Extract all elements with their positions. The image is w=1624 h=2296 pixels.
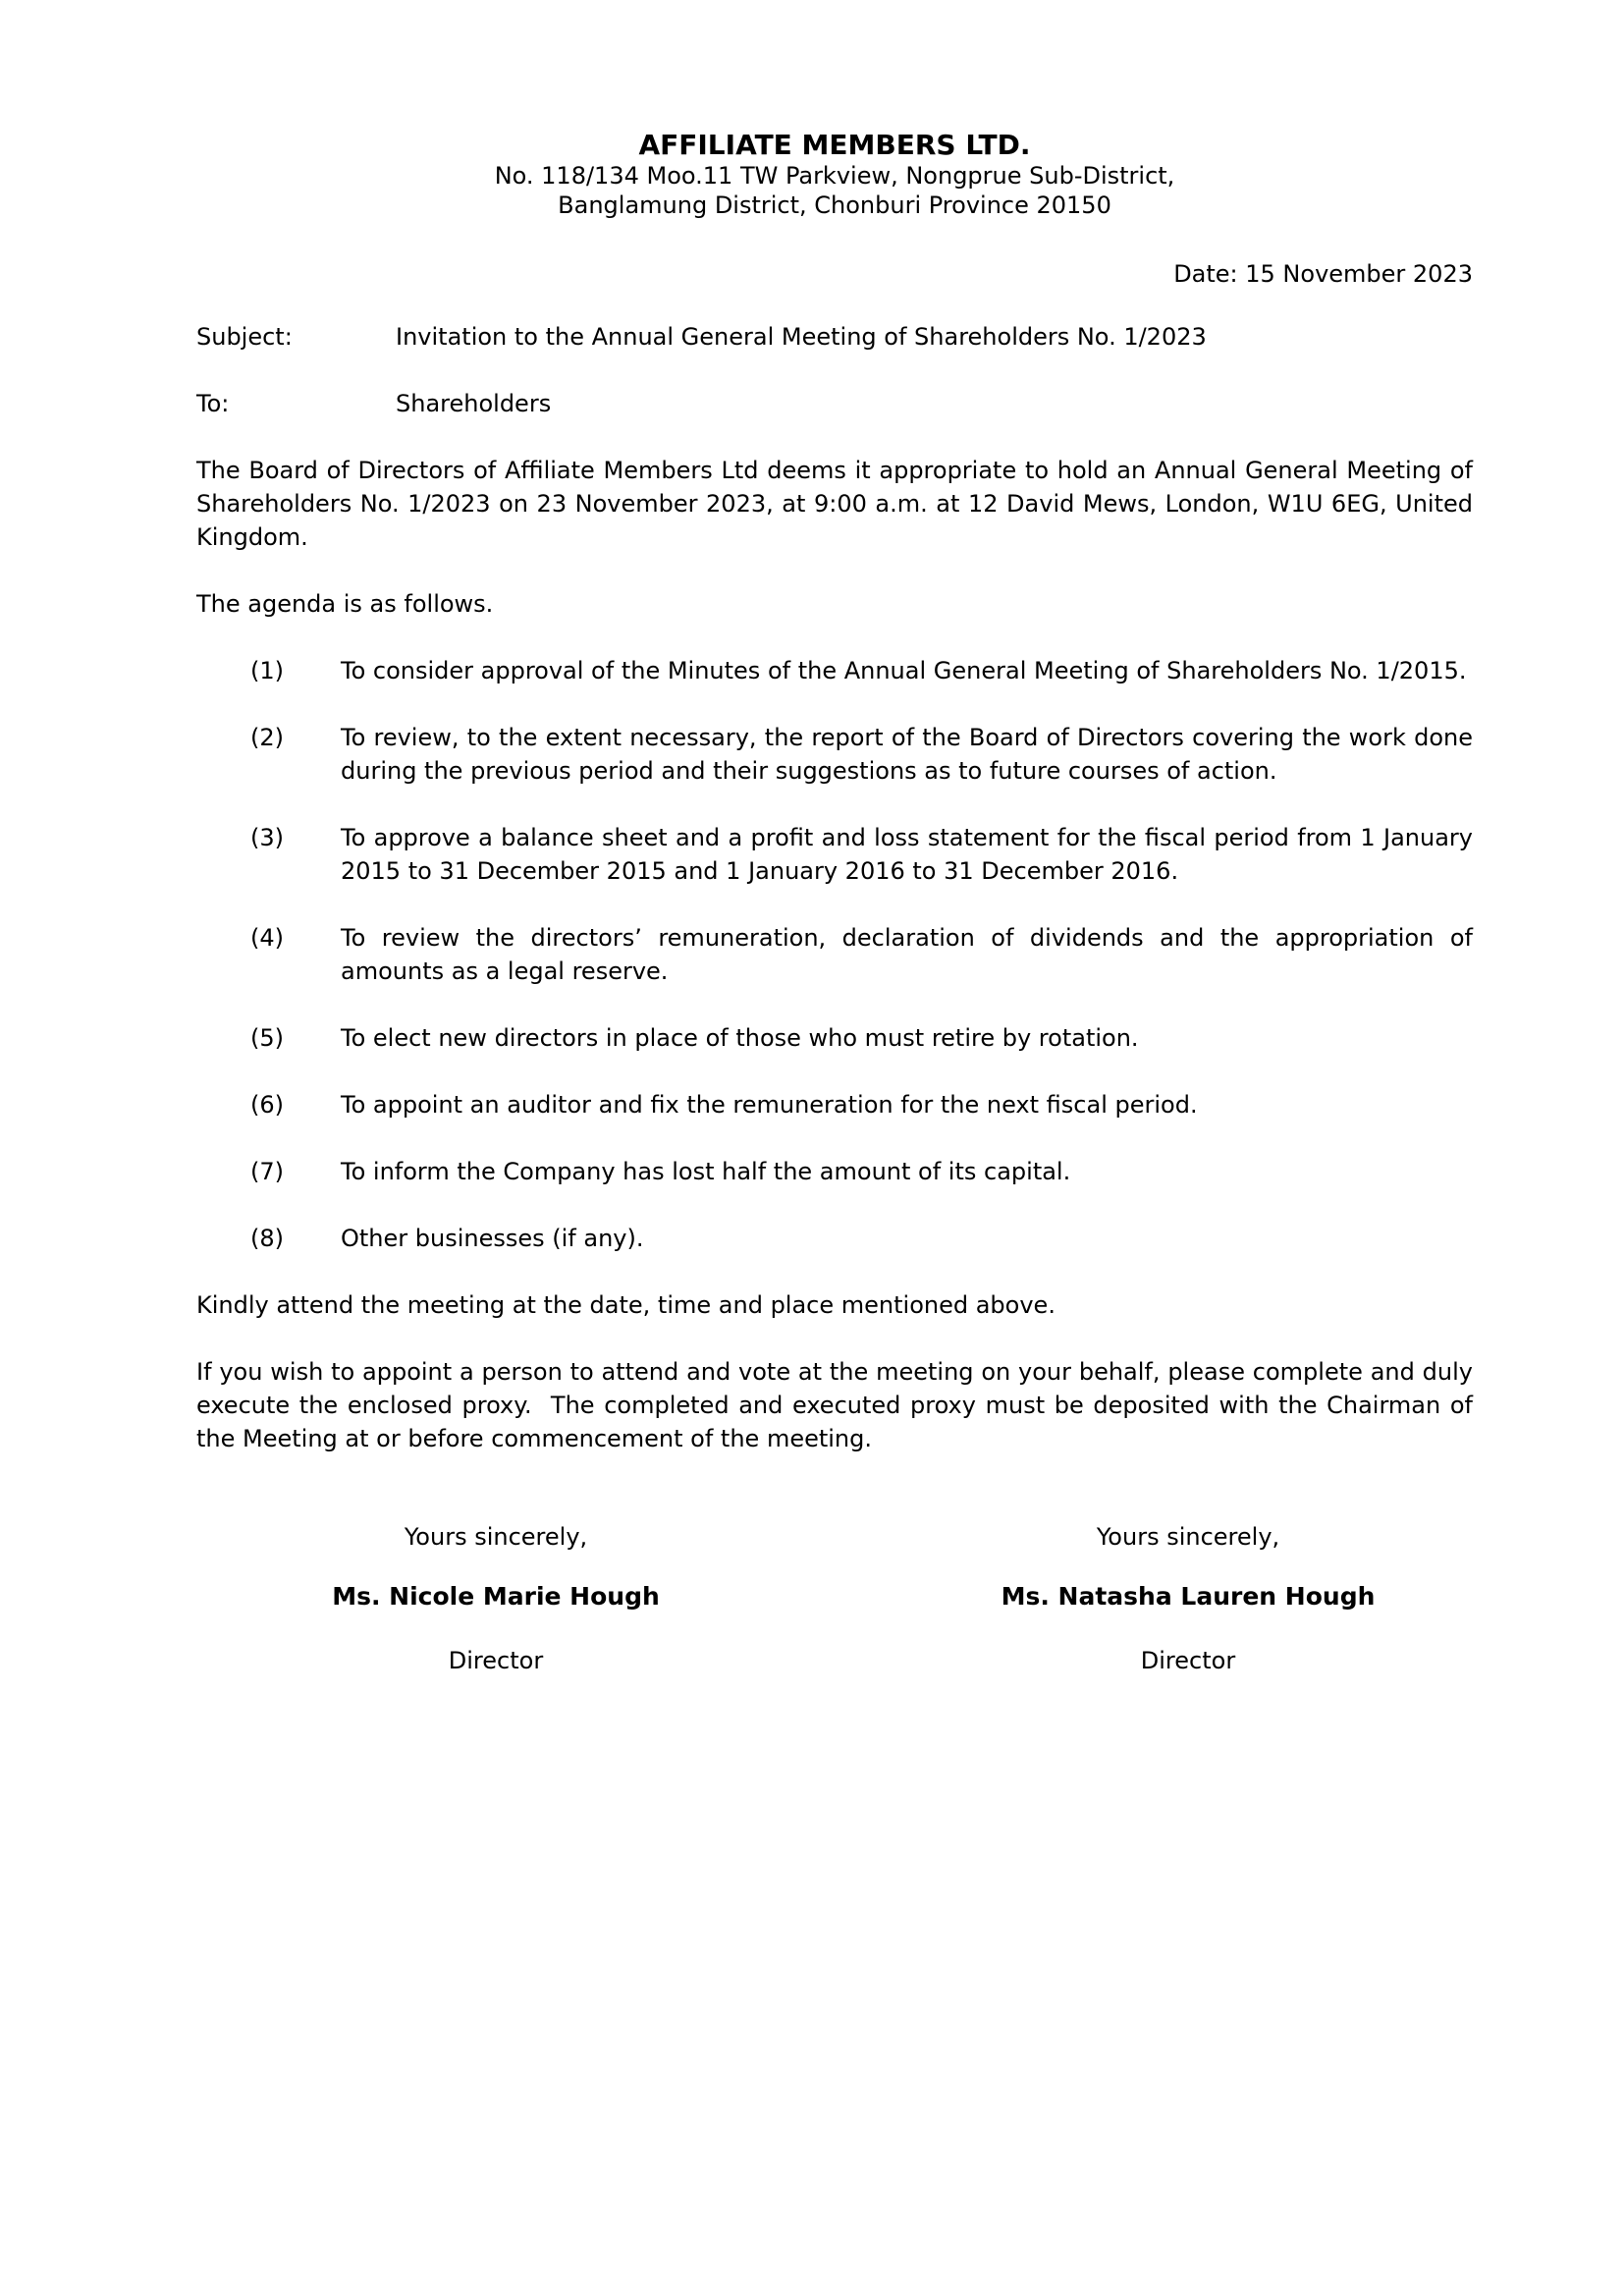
- subject-value: Invitation to the Annual General Meeting of Shareholders No. 1/2023: [396, 323, 1207, 351]
- agenda-item-number: (8): [250, 1225, 284, 1252]
- company-address-line-2: Banglamung District, Chonburi Province 20150: [558, 191, 1111, 219]
- agenda-item-number: (4): [250, 924, 284, 952]
- closing-paragraph-1: Kindly attend the meeting at the date, time and place mentioned above.: [196, 1291, 1056, 1319]
- signatory-title: Director: [448, 1647, 544, 1674]
- agenda-item-text: To consider approval of the Minutes of the Annual General Meeting of Shareholders No. 1/2015.: [341, 657, 1467, 684]
- agenda-list: [196, 654, 1473, 1255]
- to-row: [196, 387, 1473, 420]
- agenda-item: [196, 821, 1473, 888]
- agenda-item-number: (1): [250, 657, 284, 684]
- agenda-item-text: To approve a balance sheet and a profit and loss statement for the fiscal period from 1 January 2015 to 31 December 2015 and 1 January 2016 to 31 December 2016.: [341, 824, 1473, 885]
- signature-salutation: Yours sincerely,: [404, 1523, 588, 1551]
- agenda-item-text: To elect new directors in place of those who must retire by rotation.: [341, 1024, 1139, 1052]
- agenda-item-number: (7): [250, 1158, 284, 1185]
- signature-block-right: [903, 1520, 1473, 1677]
- subject-row: [196, 320, 1473, 354]
- agenda-intro: The agenda is as follows.: [196, 590, 494, 618]
- agenda-item-text: To review the directors’ remuneration, declaration of dividends and the appropriation of amounts as a legal reserve.: [341, 924, 1473, 985]
- company-address-line-1: No. 118/134 Moo.11 TW Parkview, Nongprue Sub-District,: [494, 162, 1175, 190]
- signatory-title: Director: [1140, 1647, 1236, 1674]
- company-name: AFFILIATE MEMBERS LTD.: [638, 129, 1031, 161]
- agenda-item-text: To appoint an auditor and fix the remuneration for the next fiscal period.: [341, 1091, 1198, 1119]
- agenda-item: [196, 1021, 1473, 1055]
- to-value: Shareholders: [396, 390, 552, 417]
- signature-salutation: Yours sincerely,: [1096, 1523, 1280, 1551]
- agenda-item-text: To inform the Company has lost half the amount of its capital.: [341, 1158, 1071, 1185]
- closing-paragraph-2: If you wish to appoint a person to attend and vote at the meeting on your behalf, please complete and duly execute the enclosed proxy. The completed and executed proxy must be deposited with the Chairman of the Meeting at or before commencement of the meeting.: [196, 1358, 1473, 1452]
- agenda-item: [196, 1155, 1473, 1188]
- agenda-item-number: (6): [250, 1091, 284, 1119]
- agenda-item-number: (3): [250, 824, 284, 851]
- agenda-item-number: (5): [250, 1024, 284, 1052]
- agenda-item-text: To review, to the extent necessary, the report of the Board of Directors covering the work done during the previous period and their suggestions as to future courses of action.: [341, 724, 1473, 785]
- agenda-item-text: Other businesses (if any).: [341, 1225, 644, 1252]
- subject-label: Subject:: [196, 323, 293, 351]
- signatory-name: Ms. Natasha Lauren Hough: [1001, 1582, 1376, 1611]
- letterhead: [196, 130, 1473, 220]
- signature-section: [196, 1520, 1473, 1677]
- agenda-item: [196, 654, 1473, 687]
- signature-block-left: [196, 1520, 795, 1677]
- signatory-name: Ms. Nicole Marie Hough: [332, 1582, 660, 1611]
- agenda-item: [196, 1088, 1473, 1121]
- agenda-item: [196, 921, 1473, 988]
- to-label: To:: [196, 390, 230, 417]
- agenda-item: [196, 721, 1473, 788]
- agenda-item-number: (2): [250, 724, 284, 751]
- date-line: Date: 15 November 2023: [1173, 260, 1473, 288]
- agenda-item: [196, 1222, 1473, 1255]
- intro-paragraph: The Board of Directors of Affiliate Members Ltd deems it appropriate to hold an Annual General Meeting of Shareholders No. 1/2023 on 23 November 2023, at 9:00 a.m. at 12 David Mews, London, W1U 6EG, United Kingdom.: [196, 457, 1473, 551]
